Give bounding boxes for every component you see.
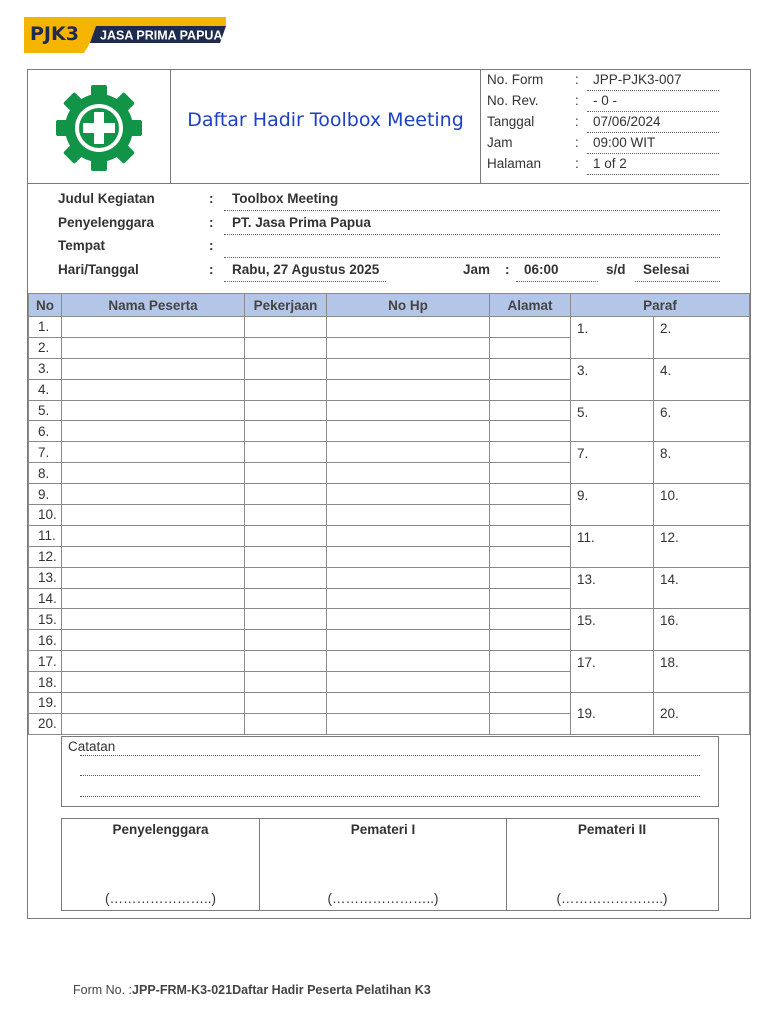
col-alamat: Alamat (490, 294, 571, 317)
paraf-cell[interactable]: 1. (571, 317, 654, 359)
pekerjaan-cell[interactable] (245, 400, 327, 421)
pekerjaan-cell[interactable] (245, 546, 327, 567)
pekerjaan-cell[interactable] (245, 317, 327, 338)
row-number: 7. (29, 442, 62, 463)
nama-cell[interactable] (62, 672, 245, 693)
no-hp-cell[interactable] (327, 588, 490, 609)
paraf-cell[interactable]: 2. (654, 317, 750, 359)
alamat-cell[interactable] (490, 421, 571, 442)
pekerjaan-cell[interactable] (245, 505, 327, 526)
row-number: 18. (29, 672, 62, 693)
pekerjaan-cell[interactable] (245, 651, 327, 672)
no-hp-cell[interactable] (327, 484, 490, 505)
nama-cell[interactable] (62, 630, 245, 651)
paraf-cell[interactable]: 16. (654, 609, 750, 651)
no-hp-cell[interactable] (327, 546, 490, 567)
row-number: 19. (29, 693, 62, 714)
nama-cell[interactable] (62, 588, 245, 609)
paraf-cell[interactable]: 14. (654, 567, 750, 609)
row-number: 15. (29, 609, 62, 630)
row-number: 20. (29, 713, 62, 734)
nama-cell[interactable] (62, 337, 245, 358)
paraf-cell[interactable]: 6. (654, 400, 750, 442)
brand-mark: PJK3 (30, 23, 79, 45)
no-hp-cell[interactable] (327, 505, 490, 526)
row-number: 6. (29, 421, 62, 442)
form-meta (481, 70, 749, 183)
meta-no-form-value: JPP-PJK3-007 (587, 72, 719, 91)
pekerjaan-cell[interactable] (245, 484, 327, 505)
nama-cell[interactable] (62, 463, 245, 484)
alamat-cell[interactable] (490, 567, 571, 588)
nama-cell[interactable] (62, 379, 245, 400)
meta-tanggal: Tanggal : 07/06/2024 (487, 112, 723, 133)
footer-code: JPP-FRM-K3-021 (132, 983, 233, 997)
no-hp-cell[interactable] (327, 672, 490, 693)
pekerjaan-cell[interactable] (245, 442, 327, 463)
notes-label: Catatan (68, 739, 116, 754)
col-no-hp: No Hp (327, 294, 490, 317)
nama-cell[interactable] (62, 651, 245, 672)
alamat-cell[interactable] (490, 317, 571, 338)
row-number: 9. (29, 484, 62, 505)
meta-jam: Jam : 09:00 WIT (487, 133, 723, 154)
no-hp-cell[interactable] (327, 609, 490, 630)
pekerjaan-cell[interactable] (245, 463, 327, 484)
no-hp-cell[interactable] (327, 358, 490, 379)
info-hari: Hari/Tanggal : Rabu, 27 Agustus 2025 Jam : 06:00 s/d Selesai (58, 259, 720, 281)
alamat-cell[interactable] (490, 358, 571, 379)
meta-jam-value: 09:00 WIT (587, 135, 719, 154)
paraf-cell[interactable]: 13. (571, 567, 654, 609)
pekerjaan-cell[interactable] (245, 421, 327, 442)
notes-box[interactable] (61, 736, 719, 807)
col-pekerjaan: Pekerjaan (245, 294, 327, 317)
paraf-cell[interactable]: 10. (654, 484, 750, 526)
no-hp-cell[interactable] (327, 442, 490, 463)
pekerjaan-cell[interactable] (245, 630, 327, 651)
pekerjaan-cell[interactable] (245, 337, 327, 358)
signature-section (61, 818, 719, 911)
row-number: 12. (29, 546, 62, 567)
no-hp-cell[interactable] (327, 651, 490, 672)
pekerjaan-cell[interactable] (245, 567, 327, 588)
nama-cell[interactable] (62, 484, 245, 505)
tempat-field[interactable] (224, 238, 720, 258)
paraf-cell[interactable]: 17. (571, 651, 654, 693)
paraf-cell[interactable]: 4. (654, 358, 750, 400)
row-number: 14. (29, 588, 62, 609)
no-hp-cell[interactable] (327, 693, 490, 714)
no-hp-cell[interactable] (327, 567, 490, 588)
row-number: 3. (29, 358, 62, 379)
table-row (29, 317, 750, 338)
nama-cell[interactable] (62, 693, 245, 714)
meta-tanggal-value: 07/06/2024 (587, 114, 719, 133)
form-title: Daftar Hadir Toolbox Meeting (171, 70, 481, 183)
activity-info (28, 184, 749, 293)
brand-logo (24, 17, 226, 53)
paraf-cell[interactable]: 15. (571, 609, 654, 651)
alamat-cell[interactable] (490, 463, 571, 484)
alamat-cell[interactable] (490, 400, 571, 421)
table-row (29, 651, 750, 672)
signature-penyelenggara[interactable]: Penyelenggara (…………………..) (105, 822, 216, 906)
nama-cell[interactable] (62, 567, 245, 588)
signature-pemateri-2[interactable]: Pemateri II (…………………..) (506, 819, 717, 910)
row-number: 11. (29, 525, 62, 546)
alamat-cell[interactable] (490, 546, 571, 567)
meta-no-rev: No. Rev. : - 0 - (487, 91, 723, 112)
hari-field[interactable]: Rabu, 27 Agustus 2025 (224, 262, 386, 282)
row-number: 16. (29, 630, 62, 651)
pekerjaan-cell[interactable] (245, 693, 327, 714)
table-row (29, 609, 750, 630)
jam-label: Jam (463, 262, 491, 277)
col-paraf: Paraf (571, 294, 750, 317)
nama-cell[interactable] (62, 525, 245, 546)
penyelenggara-field[interactable]: PT. Jasa Prima Papua (224, 215, 720, 235)
form-header (28, 70, 749, 184)
footer-title: Daftar Hadir Peserta Pelatihan K3 (232, 983, 431, 997)
nama-cell[interactable] (62, 421, 245, 442)
no-hp-cell[interactable] (327, 400, 490, 421)
row-number: 10. (29, 505, 62, 526)
alamat-cell[interactable] (490, 693, 571, 714)
signature-pemateri-1[interactable]: Pemateri I (…………………..) (259, 819, 506, 910)
notes-line (80, 796, 700, 797)
alamat-cell[interactable] (490, 609, 571, 630)
info-tempat: Tempat : (58, 235, 720, 257)
row-number: 2. (29, 337, 62, 358)
row-number: 1. (29, 317, 62, 338)
attendance-table (28, 293, 750, 735)
col-nama: Nama Peserta (62, 294, 245, 317)
no-hp-cell[interactable] (327, 317, 490, 338)
no-hp-cell[interactable] (327, 463, 490, 484)
paraf-cell[interactable]: 3. (571, 358, 654, 400)
no-hp-cell[interactable] (327, 713, 490, 734)
pekerjaan-cell[interactable] (245, 358, 327, 379)
pekerjaan-cell[interactable] (245, 379, 327, 400)
meta-no-rev-value: - 0 - (587, 93, 719, 112)
row-number: 8. (29, 463, 62, 484)
nama-cell[interactable] (62, 609, 245, 630)
table-row (29, 358, 750, 379)
row-number: 4. (29, 379, 62, 400)
meta-halaman-value: 1 of 2 (587, 156, 719, 175)
logo-cell (28, 70, 171, 183)
paraf-cell[interactable]: 11. (571, 525, 654, 567)
meta-halaman: Halaman : 1 of 2 (487, 154, 723, 175)
footer-prefix: Form No. : (73, 983, 133, 997)
alamat-cell[interactable] (490, 505, 571, 526)
table-row (29, 484, 750, 505)
paraf-cell[interactable]: 7. (571, 442, 654, 484)
alamat-cell[interactable] (490, 525, 571, 546)
selesai-field[interactable]: Selesai (635, 262, 720, 282)
paraf-cell[interactable]: 5. (571, 400, 654, 442)
sd-label: s/d (606, 262, 626, 277)
nama-cell[interactable] (62, 400, 245, 421)
alamat-cell[interactable] (490, 651, 571, 672)
no-hp-cell[interactable] (327, 421, 490, 442)
alamat-cell[interactable] (490, 442, 571, 463)
no-hp-cell[interactable] (327, 630, 490, 651)
table-row (29, 525, 750, 546)
alamat-cell[interactable] (490, 630, 571, 651)
nama-cell[interactable] (62, 546, 245, 567)
info-penyelenggara: Penyelenggara : PT. Jasa Prima Papua (58, 212, 720, 234)
brand-name: JASA PRIMA PAPUA (100, 28, 223, 43)
nama-cell[interactable] (62, 358, 245, 379)
alamat-cell[interactable] (490, 484, 571, 505)
row-number: 17. (29, 651, 62, 672)
info-judul: Judul Kegiatan : Toolbox Meeting (58, 188, 720, 210)
form-sheet (27, 69, 751, 919)
pekerjaan-cell[interactable] (245, 672, 327, 693)
alamat-cell[interactable] (490, 337, 571, 358)
alamat-cell[interactable] (490, 588, 571, 609)
table-header-row (29, 294, 750, 317)
table-row (29, 693, 750, 714)
pekerjaan-cell[interactable] (245, 609, 327, 630)
paraf-cell[interactable]: 18. (654, 651, 750, 693)
pekerjaan-cell[interactable] (245, 588, 327, 609)
meta-no-form: No. Form : JPP-PJK3-007 (487, 70, 723, 91)
paraf-cell[interactable]: 9. (571, 484, 654, 526)
alamat-cell[interactable] (490, 379, 571, 400)
paraf-cell[interactable]: 20. (654, 693, 750, 735)
table-row (29, 400, 750, 421)
notes-line (80, 755, 700, 756)
row-number: 5. (29, 400, 62, 421)
nama-cell[interactable] (62, 505, 245, 526)
alamat-cell[interactable] (490, 672, 571, 693)
nama-cell[interactable] (62, 317, 245, 338)
form-footer (73, 983, 431, 997)
judul-field[interactable]: Toolbox Meeting (224, 191, 720, 211)
paraf-cell[interactable]: 12. (654, 525, 750, 567)
gear-cross-icon (55, 84, 143, 172)
nama-cell[interactable] (62, 442, 245, 463)
notes-line (80, 775, 700, 776)
pekerjaan-cell[interactable] (245, 525, 327, 546)
alamat-cell[interactable] (490, 713, 571, 734)
pekerjaan-cell[interactable] (245, 713, 327, 734)
no-hp-cell[interactable] (327, 337, 490, 358)
table-row (29, 567, 750, 588)
paraf-cell[interactable]: 8. (654, 442, 750, 484)
nama-cell[interactable] (62, 713, 245, 734)
jam-field[interactable]: 06:00 (516, 262, 598, 282)
no-hp-cell[interactable] (327, 379, 490, 400)
no-hp-cell[interactable] (327, 525, 490, 546)
paraf-cell[interactable]: 19. (571, 693, 654, 735)
table-row (29, 442, 750, 463)
col-no: No (29, 294, 62, 317)
row-number: 13. (29, 567, 62, 588)
